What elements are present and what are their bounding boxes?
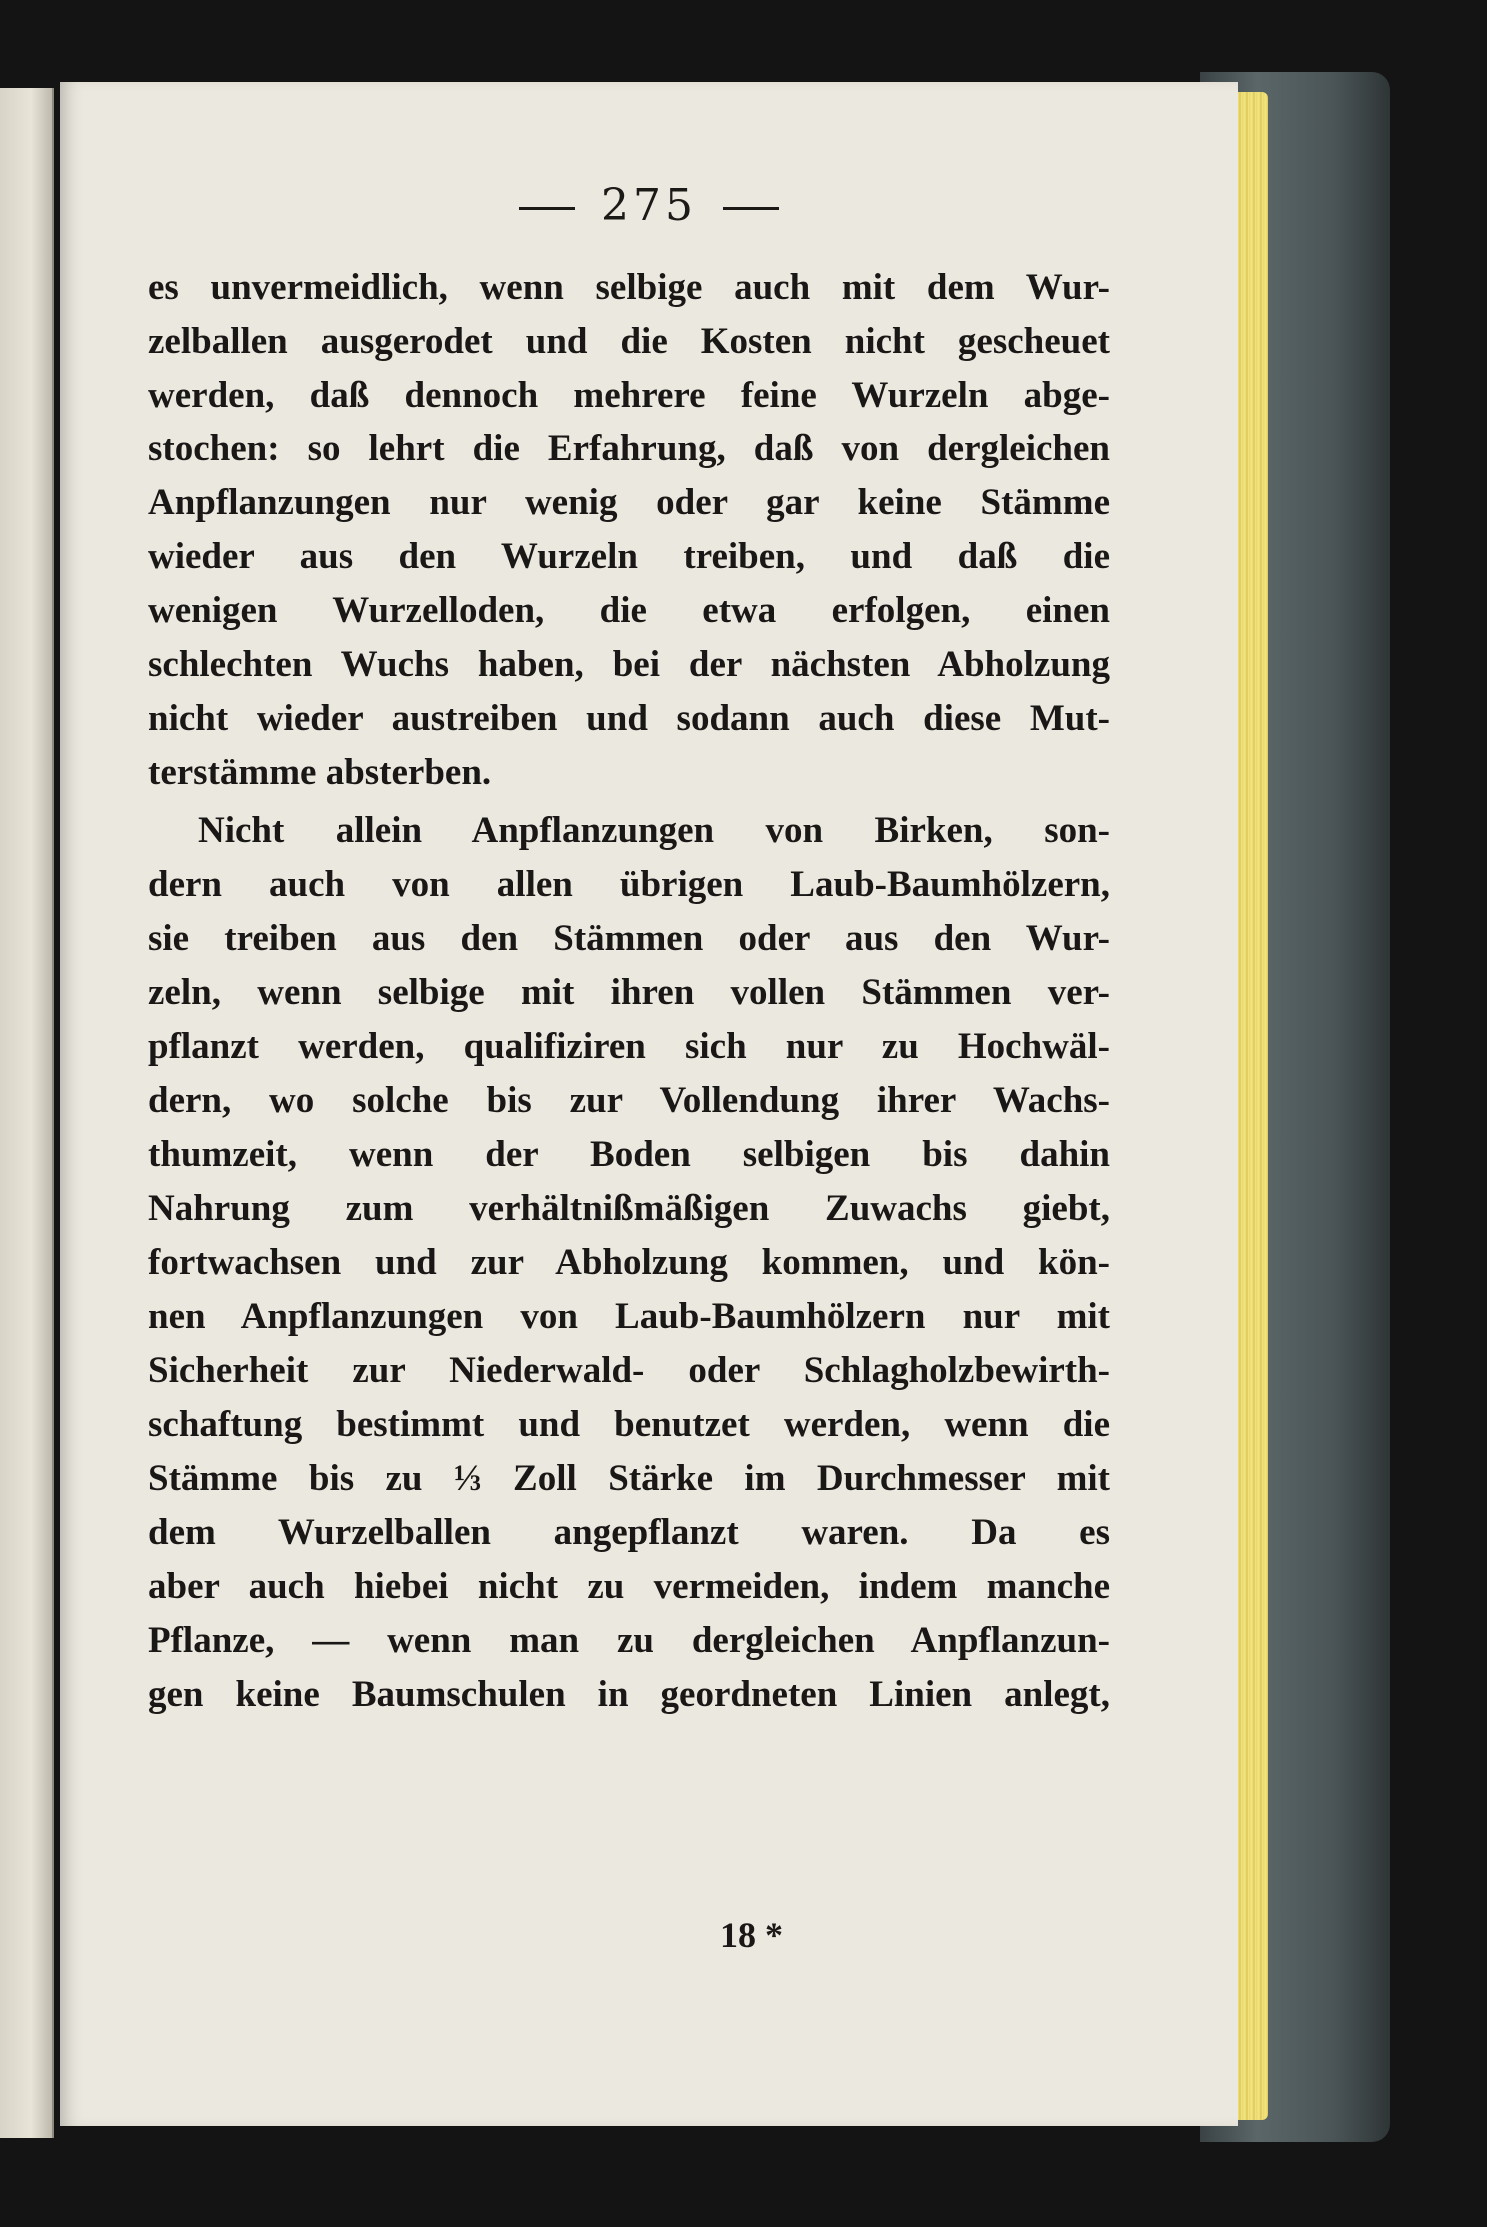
- signature-mark: 18 *: [720, 1915, 783, 1955]
- text-line: dern, wo solche bis zur Vollendung ihrer Wachs-: [148, 1080, 1110, 1121]
- text-line: dem Wurzelballen angepflanzt waren. Da es: [148, 1512, 1110, 1553]
- text-line: zelballen ausgerodet und die Kosten nicht gescheuet: [148, 321, 1110, 362]
- book-page: [60, 82, 1238, 2126]
- text-line: schaftung bestimmt und benutzet werden, wenn die: [148, 1404, 1110, 1445]
- text-line: wenigen Wurzelloden, die etwa erfolgen, einen: [148, 590, 1110, 631]
- text-line: zeln, wenn selbige mit ihren vollen Stämmen ver-: [148, 972, 1110, 1013]
- text-line: aber auch hiebei nicht zu vermeiden, indem manche: [148, 1566, 1110, 1607]
- text-line: stochen: so lehrt die Erfahrung, daß von dergleichen: [148, 428, 1110, 469]
- text-line: Anpflanzungen nur wenig oder gar keine Stämme: [148, 482, 1110, 523]
- text-line: Nahrung zum verhältnißmäßigen Zuwachs giebt,: [148, 1188, 1110, 1229]
- page-header: [60, 180, 1238, 231]
- text-line: sie treiben aus den Stämmen oder aus den Wur-: [148, 918, 1110, 959]
- text-line: Nicht allein Anpflanzungen von Birken, son-: [198, 810, 1110, 851]
- text-line: nicht wieder austreiben und sodann auch diese Mut-: [148, 698, 1110, 739]
- page-number: 275: [601, 180, 697, 231]
- text-line: thumzeit, wenn der Boden selbigen bis dahin: [148, 1134, 1110, 1175]
- text-line: wieder aus den Wurzeln treiben, und daß die: [148, 536, 1110, 577]
- header-dash-right: [723, 207, 779, 210]
- text-line: pflanzt werden, qualifiziren sich nur zu Hochwäl-: [148, 1026, 1110, 1067]
- text-line: nen Anpflanzungen von Laub-Baumhölzern nur mit: [148, 1296, 1110, 1337]
- text-line: Sicherheit zur Niederwald- oder Schlagholzbewirth-: [148, 1350, 1110, 1391]
- text-line: es unvermeidlich, wenn selbige auch mit dem Wur-: [148, 267, 1110, 308]
- text-line: fortwachsen und zur Abholzung kommen, und kön-: [148, 1242, 1110, 1283]
- text-line: terstämme absterben.: [148, 752, 492, 793]
- text-line: schlechten Wuchs haben, bei der nächsten Abholzung: [148, 644, 1110, 685]
- text-line: werden, daß dennoch mehrere feine Wurzeln abge-: [148, 375, 1110, 416]
- text-line: dern auch von allen übrigen Laub-Baumhölzern,: [148, 864, 1110, 905]
- text-line: Stämme bis zu ⅓ Zoll Stärke im Durchmesser mit: [148, 1458, 1110, 1499]
- header-dash-left: [519, 207, 575, 210]
- facing-page-edge: [0, 88, 54, 2138]
- text-line: Pflanze, — wenn man zu dergleichen Anpflanzun-: [148, 1620, 1110, 1661]
- text-line: gen keine Baumschulen in geordneten Linien anlegt,: [148, 1674, 1110, 1715]
